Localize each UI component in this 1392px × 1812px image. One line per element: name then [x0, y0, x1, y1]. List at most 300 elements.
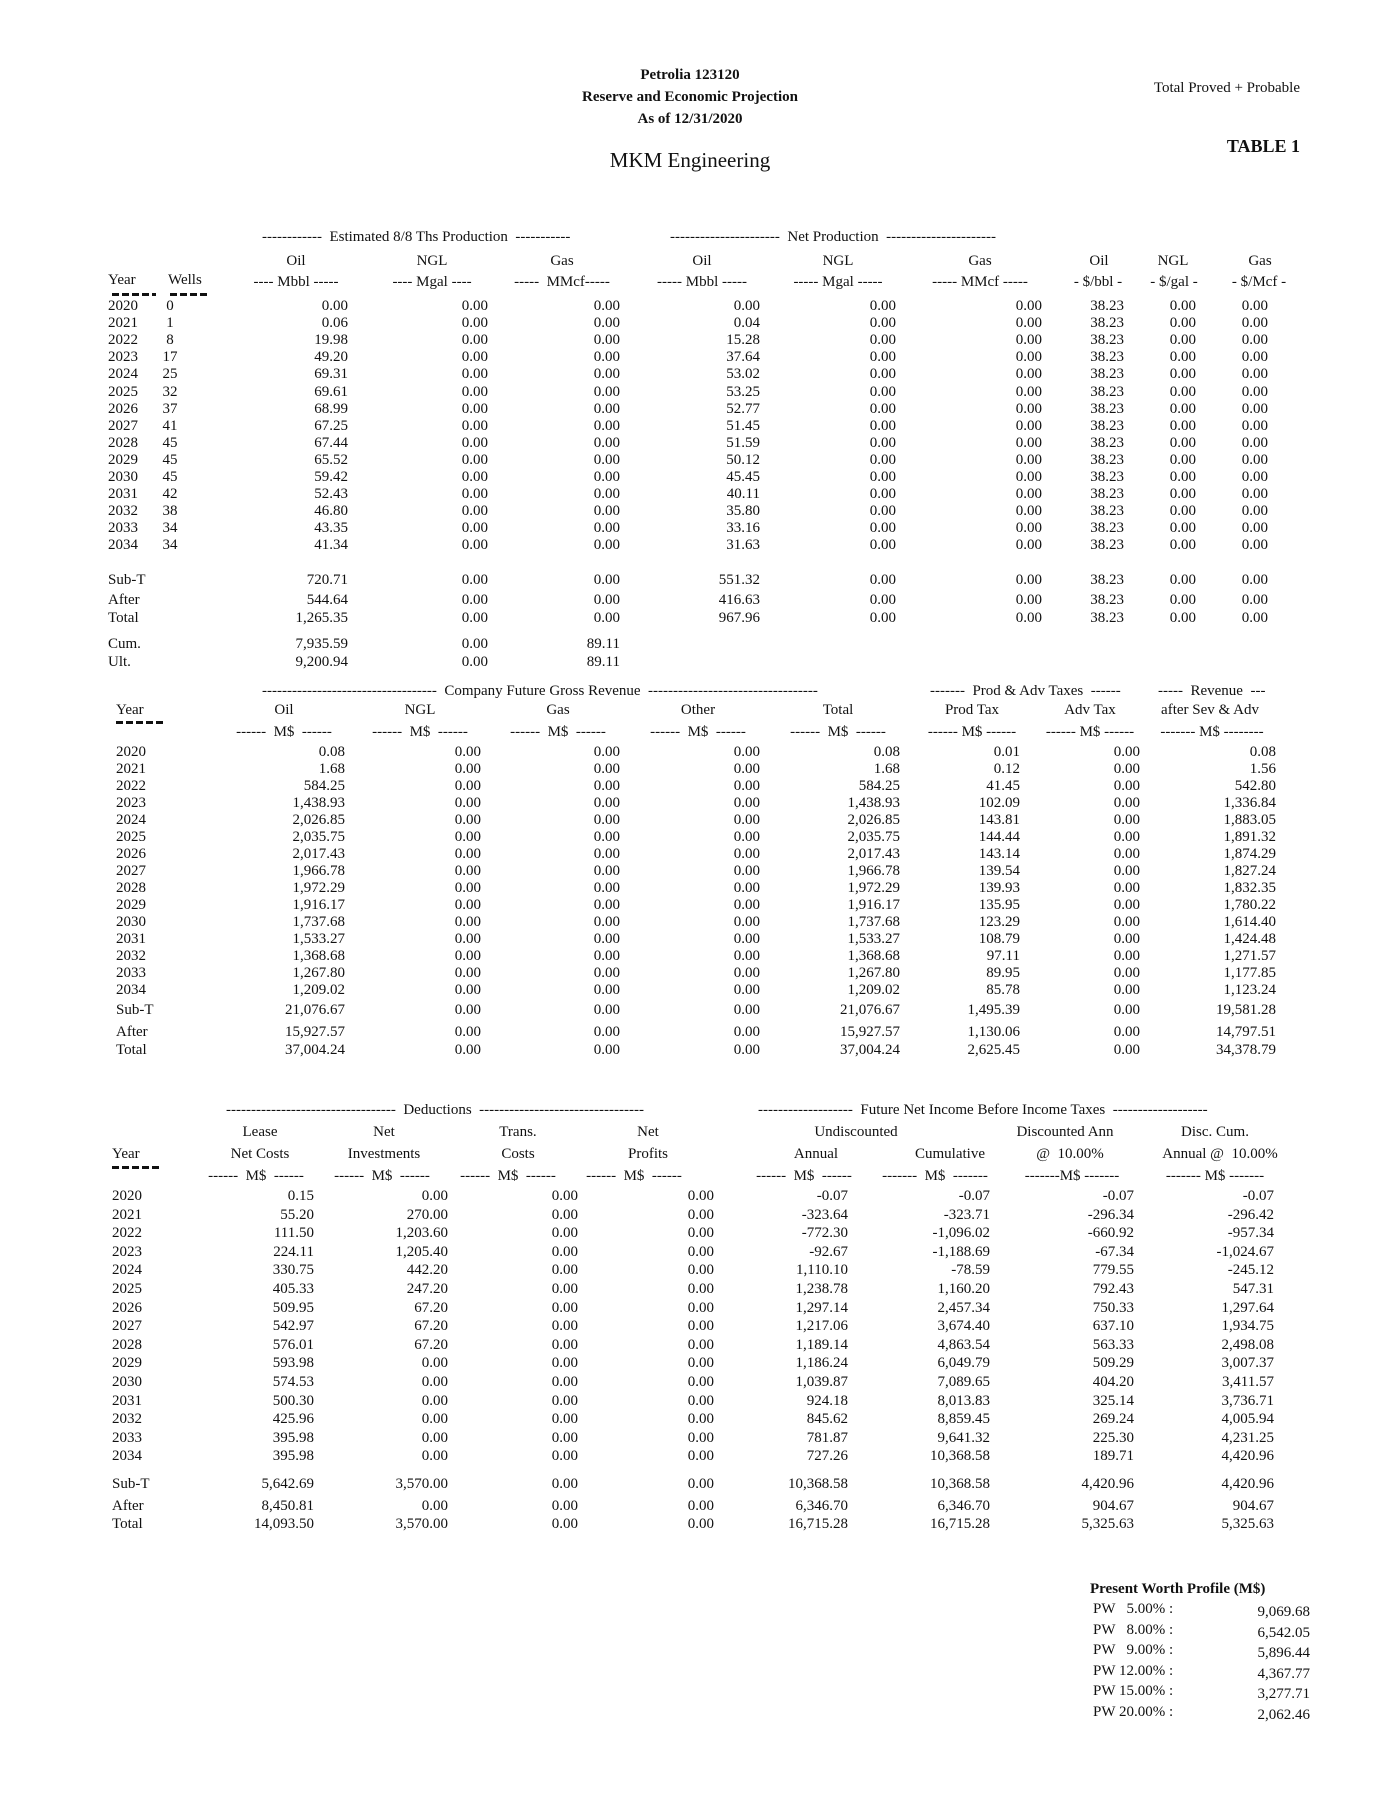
cell-oil: 1,209.02 — [292, 982, 345, 998]
cell-profits: 0.00 — [687, 1392, 714, 1409]
summary-label: Total — [112, 1516, 143, 1532]
summary-annual: 6,346.70 — [795, 1498, 848, 1514]
cell-profits: 0.00 — [687, 1448, 714, 1465]
cell-total: 1,209.02 — [847, 982, 900, 998]
cell-p_oil: 38.23 — [1090, 298, 1124, 314]
cell-total: 2,017.43 — [847, 846, 900, 862]
cell-other: 0.00 — [733, 914, 760, 930]
cell-g_ngl: 0.00 — [461, 451, 488, 468]
cell-inv: 247.20 — [406, 1281, 448, 1297]
cell-n_gas: 0.00 — [1015, 298, 1042, 314]
unit-prod-tax: ------ M$ ------ — [927, 724, 1017, 740]
cell-g_ngl: 0.00 — [461, 400, 488, 417]
summary-profits: 0.00 — [687, 1516, 714, 1532]
summary-label: Total — [108, 610, 139, 626]
cell-prod_tax: 108.79 — [978, 931, 1020, 947]
summary-p_gas: 0.00 — [1241, 572, 1268, 588]
cell-n_gas: 0.00 — [1015, 537, 1042, 554]
cell-total: 1.68 — [873, 761, 900, 777]
summary-g_ngl: 0.00 — [461, 610, 488, 626]
cell-cum: -1,188.69 — [932, 1243, 990, 1260]
cell-prod_tax: 123.29 — [978, 914, 1020, 930]
unit-lease: ------ M$ ------ — [208, 1168, 304, 1184]
unit-revenue-after: ------- M$ -------- — [1160, 724, 1264, 740]
summary-profits: 0.00 — [687, 1498, 714, 1514]
summary-oil: 37,004.24 — [285, 1042, 345, 1058]
cell-cum: -1,096.02 — [932, 1225, 990, 1242]
cell-total: 1,916.17 — [847, 897, 900, 913]
row-year: 2027 — [112, 1318, 142, 1335]
summary-p_oil: 38.23 — [1090, 592, 1124, 608]
unit-profits: ------ M$ ------ — [586, 1168, 682, 1184]
cell-rev: 1,614.40 — [1223, 914, 1276, 930]
gross-production-banner: ------------ Estimated 8/8 Ths Production ----------- — [262, 229, 571, 245]
cell-disc: 792.43 — [1092, 1281, 1134, 1297]
col-year: Year — [116, 702, 144, 718]
cell-annual: 781.87 — [806, 1429, 848, 1446]
cell-n_oil: 45.45 — [726, 469, 760, 485]
cell-n_ngl: 0.00 — [869, 503, 896, 520]
summary-label: Sub-T — [108, 572, 146, 588]
cell-trans: 0.00 — [551, 1281, 578, 1297]
cell-adv_tax: 0.00 — [1113, 744, 1140, 760]
summary-prod_tax: 1,495.39 — [967, 1002, 1020, 1018]
net-income-banner: ------------------- Future Net Income Before Income Taxes ------------------- — [758, 1102, 1208, 1118]
summary-adv_tax: 0.00 — [1113, 1042, 1140, 1058]
cell-p_gas: 0.00 — [1241, 434, 1268, 451]
cell-total: 1,533.27 — [847, 931, 900, 947]
cell-n_gas: 0.00 — [1015, 400, 1042, 417]
summary-profits: 0.00 — [687, 1476, 714, 1492]
cell-adv_tax: 0.00 — [1113, 812, 1140, 828]
cell-p_gas: 0.00 — [1241, 469, 1268, 485]
cell-ngl: 0.00 — [454, 897, 481, 913]
cell-n_ngl: 0.00 — [869, 349, 896, 366]
cell-rev: 1,832.35 — [1223, 880, 1276, 896]
unit-annual: ------ M$ ------ — [756, 1168, 852, 1184]
cell-p_oil: 38.23 — [1090, 383, 1124, 400]
cell-g_ngl: 0.00 — [461, 520, 488, 537]
summary-inv: 0.00 — [421, 1498, 448, 1514]
summary-g_oil: 720.71 — [306, 572, 348, 588]
cell-other: 0.00 — [733, 897, 760, 913]
cell-disc_cum: 4,231.25 — [1221, 1429, 1274, 1446]
col-total: Total — [822, 702, 854, 718]
cell-gas: 0.00 — [593, 846, 620, 862]
unit-cumulative: ------- M$ ------- — [882, 1168, 988, 1184]
cell-g_ngl: 0.00 — [461, 417, 488, 434]
cell-g_gas: 0.00 — [593, 417, 620, 434]
summary-g_oil: 9,200.94 — [295, 654, 348, 670]
year-underline — [112, 1166, 160, 1169]
row-wells: 0 — [166, 298, 174, 314]
cell-lease: 55.20 — [280, 1206, 314, 1223]
cell-disc_cum: 1,934.75 — [1221, 1318, 1274, 1335]
cell-lease: 405.33 — [272, 1281, 314, 1297]
row-year: 2022 — [108, 332, 138, 349]
cell-cum: 9,641.32 — [937, 1429, 990, 1446]
cell-adv_tax: 0.00 — [1113, 897, 1140, 913]
row-year: 2027 — [108, 417, 138, 434]
col-disc-cum-2: Annual @ 10.00% — [1162, 1146, 1278, 1162]
cell-prod_tax: 102.09 — [978, 795, 1020, 811]
row-year: 2028 — [116, 880, 146, 896]
row-year: 2031 — [108, 486, 138, 503]
cell-rev: 1,177.85 — [1223, 965, 1276, 981]
summary-n_oil: 416.63 — [718, 592, 760, 608]
cell-n_ngl: 0.00 — [869, 383, 896, 400]
unit-investments: ------ M$ ------ — [334, 1168, 430, 1184]
cell-n_oil: 35.80 — [726, 503, 760, 520]
cell-lease: 593.98 — [272, 1355, 314, 1372]
cell-disc: 509.29 — [1092, 1355, 1134, 1372]
row-year: 2026 — [108, 400, 138, 417]
cell-ngl: 0.00 — [454, 812, 481, 828]
unit-total: ------ M$ ------ — [790, 724, 886, 740]
cell-n_oil: 53.02 — [726, 366, 760, 383]
cell-g_oil: 52.43 — [314, 486, 348, 503]
summary-p_gas: 0.00 — [1241, 610, 1268, 626]
row-year: 2032 — [108, 503, 138, 520]
cell-ngl: 0.00 — [454, 829, 481, 845]
cell-ngl: 0.00 — [454, 863, 481, 879]
cell-n_oil: 33.16 — [726, 520, 760, 537]
cell-other: 0.00 — [733, 982, 760, 998]
row-wells: 45 — [162, 434, 178, 451]
cell-trans: 0.00 — [551, 1188, 578, 1204]
cell-total: 1,438.93 — [847, 795, 900, 811]
unit-price-gas: - $/Mcf - — [1231, 274, 1287, 290]
pw-value: 9,069.68 — [1257, 1604, 1310, 1620]
cell-annual: 1,189.14 — [795, 1336, 848, 1353]
cell-disc: 750.33 — [1092, 1299, 1134, 1316]
cell-disc_cum: 2,498.08 — [1221, 1336, 1274, 1353]
row-year: 2034 — [108, 537, 138, 554]
cell-disc: -660.92 — [1087, 1225, 1134, 1242]
summary-lease: 5,642.69 — [261, 1476, 314, 1492]
cell-oil: 1,972.29 — [292, 880, 345, 896]
row-year: 2031 — [112, 1392, 142, 1409]
cell-other: 0.00 — [733, 846, 760, 862]
summary-n_oil: 551.32 — [718, 572, 760, 588]
summary-annual: 16,715.28 — [788, 1516, 848, 1532]
cell-rev: 1,883.05 — [1223, 812, 1276, 828]
row-wells: 45 — [162, 469, 178, 485]
unit-gas: ------ M$ ------ — [510, 724, 606, 740]
cell-annual: 1,110.10 — [796, 1262, 848, 1279]
cell-p_gas: 0.00 — [1241, 400, 1268, 417]
cell-n_ngl: 0.00 — [869, 486, 896, 503]
summary-gas: 0.00 — [593, 1024, 620, 1040]
summary-trans: 0.00 — [551, 1516, 578, 1532]
cell-cum: -0.07 — [958, 1188, 990, 1204]
cell-annual: 1,217.06 — [795, 1318, 848, 1335]
summary-g_oil: 544.64 — [306, 592, 348, 608]
cell-adv_tax: 0.00 — [1113, 931, 1140, 947]
cell-ngl: 0.00 — [454, 914, 481, 930]
cell-p_gas: 0.00 — [1241, 383, 1268, 400]
row-year: 2030 — [116, 914, 146, 930]
year-underline — [116, 721, 164, 724]
cell-total: 1,267.80 — [847, 965, 900, 981]
cell-inv: 67.20 — [414, 1336, 448, 1353]
cell-oil: 1.68 — [318, 761, 345, 777]
cell-prod_tax: 0.12 — [993, 761, 1020, 777]
summary-cum: 16,715.28 — [930, 1516, 990, 1532]
cell-disc_cum: -957.34 — [1227, 1225, 1274, 1242]
cell-prod_tax: 144.44 — [978, 829, 1020, 845]
cell-cum: 3,674.40 — [937, 1318, 990, 1335]
summary-g_gas: 0.00 — [593, 572, 620, 588]
col-trans-2: Costs — [501, 1146, 535, 1162]
cell-p_ngl: 0.00 — [1169, 315, 1196, 332]
col-undiscounted: Undiscounted — [814, 1124, 898, 1140]
summary-g_gas: 89.11 — [586, 654, 620, 670]
cell-p_gas: 0.00 — [1241, 503, 1268, 520]
cell-gas: 0.00 — [593, 897, 620, 913]
cell-disc_cum: -245.12 — [1227, 1262, 1274, 1279]
wells-underline — [170, 293, 210, 296]
summary-gas: 0.00 — [593, 1002, 620, 1018]
summary-lease: 14,093.50 — [254, 1516, 314, 1532]
summary-disc_cum: 4,420.96 — [1221, 1476, 1274, 1492]
unit-adv-tax: ------ M$ ------ — [1045, 724, 1135, 740]
cell-n_gas: 0.00 — [1015, 451, 1042, 468]
cell-adv_tax: 0.00 — [1113, 982, 1140, 998]
summary-trans: 0.00 — [551, 1476, 578, 1492]
summary-lease: 8,450.81 — [261, 1498, 314, 1514]
cell-g_ngl: 0.00 — [461, 503, 488, 520]
cell-trans: 0.00 — [551, 1243, 578, 1260]
cell-p_gas: 0.00 — [1241, 315, 1268, 332]
cell-n_ngl: 0.00 — [869, 400, 896, 417]
cell-oil: 1,267.80 — [292, 965, 345, 981]
cell-adv_tax: 0.00 — [1113, 880, 1140, 896]
cell-total: 2,035.75 — [847, 829, 900, 845]
unit-net-ngl: ----- Mgal ----- — [793, 274, 883, 290]
cell-other: 0.00 — [733, 812, 760, 828]
cell-disc_cum: 3,411.57 — [1222, 1374, 1274, 1390]
col-year: Year — [112, 1146, 140, 1162]
summary-p_gas: 0.00 — [1241, 592, 1268, 608]
col-net-oil: Oil — [692, 253, 712, 269]
col-gross-ngl: NGL — [416, 253, 448, 269]
cell-ngl: 0.00 — [454, 931, 481, 947]
summary-p_ngl: 0.00 — [1169, 572, 1196, 588]
cell-gas: 0.00 — [593, 795, 620, 811]
cell-trans: 0.00 — [551, 1225, 578, 1242]
cell-gas: 0.00 — [593, 965, 620, 981]
row-year: 2030 — [108, 469, 138, 485]
cell-disc_cum: -0.07 — [1242, 1188, 1274, 1204]
row-wells: 34 — [162, 520, 178, 537]
summary-ngl: 0.00 — [454, 1002, 481, 1018]
summary-label: Sub-T — [116, 1002, 154, 1018]
cell-g_oil: 43.35 — [314, 520, 348, 537]
col-gross-oil: Oil — [286, 253, 306, 269]
col-disc-cum-1: Disc. Cum. — [1181, 1124, 1249, 1140]
cell-disc: 189.71 — [1092, 1448, 1134, 1465]
cell-p_gas: 0.00 — [1241, 298, 1268, 314]
cell-g_ngl: 0.00 — [461, 349, 488, 366]
col-investments-2: Investments — [347, 1146, 421, 1162]
row-year: 2026 — [116, 846, 146, 862]
summary-disc: 4,420.96 — [1081, 1476, 1134, 1492]
row-year: 2020 — [112, 1188, 142, 1204]
summary-rev: 14,797.51 — [1216, 1024, 1276, 1040]
cell-profits: 0.00 — [687, 1243, 714, 1260]
cell-n_gas: 0.00 — [1015, 349, 1042, 366]
cell-disc: -296.34 — [1087, 1206, 1134, 1223]
summary-g_oil: 1,265.35 — [295, 610, 348, 626]
cell-n_gas: 0.00 — [1015, 503, 1042, 520]
unit-ngl: ------ M$ ------ — [372, 724, 468, 740]
cell-n_ngl: 0.00 — [869, 451, 896, 468]
unit-gross-gas: ----- MMcf----- — [514, 274, 610, 290]
cell-prod_tax: 41.45 — [986, 778, 1020, 794]
cell-oil: 1,438.93 — [292, 795, 345, 811]
cell-trans: 0.00 — [551, 1448, 578, 1465]
cell-p_ngl: 0.00 — [1169, 400, 1196, 417]
summary-gas: 0.00 — [593, 1042, 620, 1058]
col-prod-tax: Prod Tax — [944, 702, 1000, 718]
cell-gas: 0.00 — [593, 812, 620, 828]
cell-g_gas: 0.00 — [593, 315, 620, 332]
cell-n_ngl: 0.00 — [869, 366, 896, 383]
cell-n_gas: 0.00 — [1015, 434, 1042, 451]
row-wells: 45 — [162, 451, 178, 468]
cell-disc: 404.20 — [1092, 1374, 1134, 1390]
row-year: 2033 — [112, 1429, 142, 1446]
cell-disc: 325.14 — [1092, 1392, 1134, 1409]
row-wells: 25 — [162, 366, 178, 383]
summary-inv: 3,570.00 — [395, 1516, 448, 1532]
summary-oil: 15,927.57 — [285, 1024, 345, 1040]
summary-p_oil: 38.23 — [1090, 572, 1124, 588]
pw-rate-label: PW 12.00% : — [1093, 1662, 1174, 1679]
row-year: 2032 — [116, 948, 146, 964]
row-year: 2025 — [112, 1281, 142, 1297]
cell-lease: 576.01 — [272, 1336, 314, 1353]
cell-ngl: 0.00 — [454, 795, 481, 811]
cell-gas: 0.00 — [593, 761, 620, 777]
cell-total: 1,966.78 — [847, 863, 900, 879]
cell-total: 0.08 — [873, 744, 900, 760]
cell-total: 1,737.68 — [847, 914, 900, 930]
cell-lease: 0.15 — [287, 1188, 314, 1204]
summary-disc: 5,325.63 — [1081, 1516, 1134, 1532]
unit-price-oil: - $/bbl - — [1073, 274, 1123, 290]
unit-oil: ------ M$ ------ — [236, 724, 332, 740]
row-year: 2021 — [108, 315, 138, 332]
cell-n_oil: 31.63 — [726, 537, 760, 554]
cell-g_ngl: 0.00 — [461, 434, 488, 451]
row-year: 2022 — [116, 778, 146, 794]
row-year: 2023 — [116, 795, 146, 811]
cell-adv_tax: 0.00 — [1113, 761, 1140, 777]
summary-g_ngl: 0.00 — [461, 572, 488, 588]
cell-profits: 0.00 — [687, 1318, 714, 1335]
cell-other: 0.00 — [733, 948, 760, 964]
row-year: 2029 — [108, 451, 138, 468]
cell-n_ngl: 0.00 — [869, 417, 896, 434]
cell-g_ngl: 0.00 — [461, 469, 488, 485]
cell-cum: -323.71 — [943, 1206, 990, 1223]
cell-p_gas: 0.00 — [1241, 349, 1268, 366]
row-wells: 32 — [162, 383, 178, 400]
year-underline — [112, 293, 156, 296]
col-lease-2: Net Costs — [230, 1146, 290, 1162]
col-price-oil: Oil — [1089, 253, 1109, 269]
cell-annual: 1,186.24 — [795, 1355, 848, 1372]
row-wells: 17 — [162, 349, 178, 366]
cell-rev: 1,827.24 — [1223, 863, 1276, 879]
col-oil: Oil — [274, 702, 294, 718]
col-ngl: NGL — [404, 702, 436, 718]
col-other: Other — [680, 702, 716, 718]
row-year: 2034 — [112, 1448, 142, 1465]
summary-ngl: 0.00 — [454, 1042, 481, 1058]
summary-n_gas: 0.00 — [1015, 572, 1042, 588]
cell-p_gas: 0.00 — [1241, 366, 1268, 383]
row-wells: 41 — [162, 417, 178, 434]
cell-n_ngl: 0.00 — [869, 332, 896, 349]
cell-g_gas: 0.00 — [593, 383, 620, 400]
table-label: TABLE 1 — [1226, 136, 1300, 156]
cell-annual: -92.67 — [809, 1243, 848, 1260]
row-wells: 34 — [162, 537, 178, 554]
cell-g_gas: 0.00 — [593, 520, 620, 537]
cell-g_ngl: 0.00 — [461, 298, 488, 314]
cell-p_ngl: 0.00 — [1169, 434, 1196, 451]
cell-trans: 0.00 — [551, 1262, 578, 1279]
cell-lease: 509.95 — [272, 1299, 314, 1316]
cell-adv_tax: 0.00 — [1113, 795, 1140, 811]
cell-disc_cum: 3,007.37 — [1221, 1355, 1274, 1372]
summary-rev: 34,378.79 — [1216, 1042, 1276, 1058]
cell-profits: 0.00 — [687, 1262, 714, 1279]
cell-profits: 0.00 — [687, 1429, 714, 1446]
col-net-ngl: NGL — [822, 253, 854, 269]
report-title: Petrolia 123120 — [640, 67, 740, 83]
cell-gas: 0.00 — [593, 914, 620, 930]
cell-gas: 0.00 — [593, 829, 620, 845]
cell-prod_tax: 135.95 — [978, 897, 1020, 913]
cell-oil: 2,035.75 — [292, 829, 345, 845]
cell-p_ngl: 0.00 — [1169, 520, 1196, 537]
row-year: 2025 — [116, 829, 146, 845]
cell-lease: 542.97 — [272, 1318, 314, 1335]
summary-n_gas: 0.00 — [1015, 592, 1042, 608]
pw-value: 2,062.46 — [1257, 1707, 1310, 1723]
cell-adv_tax: 0.00 — [1113, 846, 1140, 862]
summary-other: 0.00 — [733, 1042, 760, 1058]
cell-p_ngl: 0.00 — [1169, 469, 1196, 485]
row-year: 2030 — [112, 1374, 142, 1390]
summary-g_ngl: 0.00 — [461, 592, 488, 608]
cell-ngl: 0.00 — [454, 965, 481, 981]
cell-disc_cum: 4,420.96 — [1221, 1448, 1274, 1465]
cell-p_ngl: 0.00 — [1169, 332, 1196, 349]
summary-total: 15,927.57 — [840, 1024, 900, 1040]
cell-ngl: 0.00 — [454, 880, 481, 896]
cell-disc_cum: 3,736.71 — [1221, 1392, 1274, 1409]
row-year: 2029 — [112, 1355, 142, 1372]
cell-g_oil: 59.42 — [314, 469, 348, 485]
summary-n_gas: 0.00 — [1015, 610, 1042, 626]
cell-p_ngl: 0.00 — [1169, 383, 1196, 400]
cell-total: 2,026.85 — [847, 812, 900, 828]
